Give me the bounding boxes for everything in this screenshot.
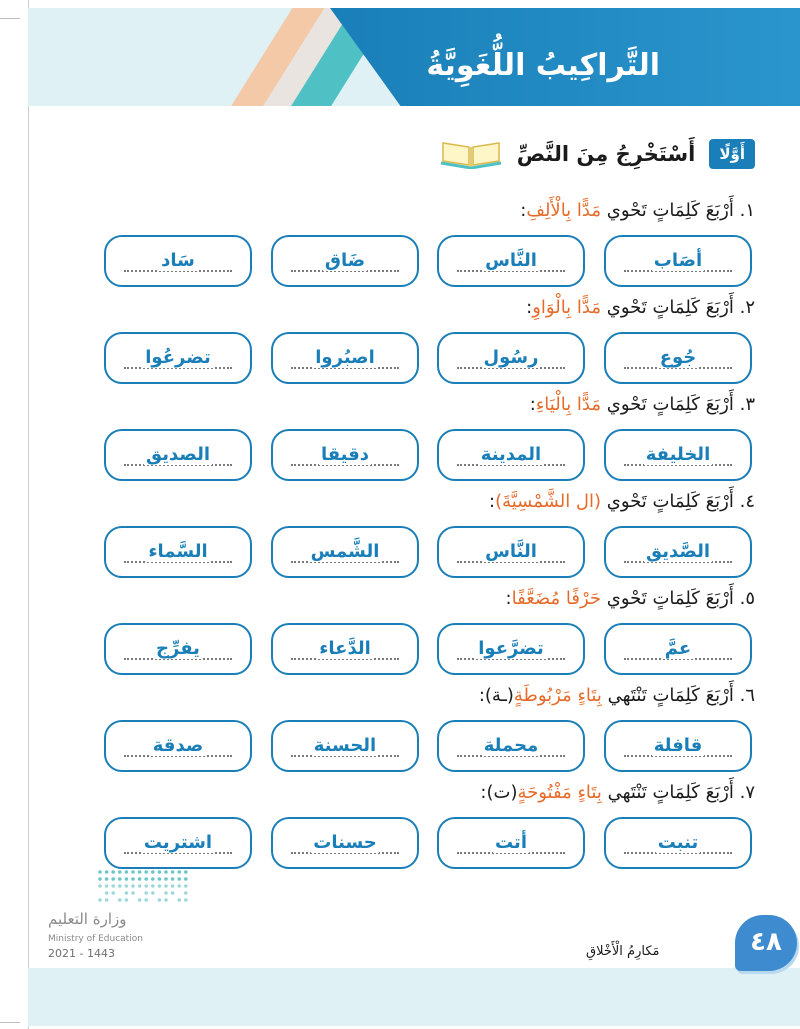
logo-dot (131, 884, 135, 888)
logo-dot (111, 891, 115, 895)
answer-word-wrap (273, 250, 417, 271)
answer-word: المدينة (480, 444, 542, 465)
answer-word: قافلة (653, 735, 703, 756)
answer-word-wrap (106, 347, 250, 368)
logo-dot (98, 870, 102, 874)
logo-dot (164, 898, 168, 902)
logo-dot (125, 877, 129, 881)
logo-dot (184, 884, 188, 888)
logo-dot (151, 870, 155, 874)
question-text: أَرْبَعَ كَلِمَاتٍ تَحْوي (606, 394, 734, 415)
answer-word-wrap (439, 832, 583, 853)
answer-word: تنبت (657, 832, 699, 853)
logo-dot (131, 870, 135, 874)
answer-row-4 (104, 526, 756, 582)
question-suffix: : (489, 491, 496, 512)
logo-dot (164, 884, 168, 888)
page-number: ٤٨ (750, 927, 782, 957)
answer-word-wrap (439, 735, 583, 756)
answer-word: الصديق (145, 444, 211, 465)
logo-dot (171, 884, 175, 888)
page-title: التَّراكِيبُ اللُّغَوِيَّةُ (426, 48, 660, 83)
logo-dot (105, 870, 109, 874)
logo-dot (184, 870, 188, 874)
logo-dot (138, 884, 142, 888)
answer-word-wrap (106, 638, 250, 659)
answer-word: عمَّ (664, 638, 692, 659)
question-highlight: (ال الشَّمْسِيَّةَ) (495, 491, 602, 512)
answer-row-1 (104, 235, 756, 291)
answer-box[interactable] (271, 332, 419, 384)
logo-dot (98, 898, 102, 902)
answer-box[interactable] (437, 235, 585, 287)
question-suffix: : (520, 200, 527, 221)
logo-dot (151, 891, 155, 895)
logo-dot (164, 891, 168, 895)
answer-box[interactable] (437, 720, 585, 772)
answer-word-wrap (439, 347, 583, 368)
answer-word: اشتريت (143, 832, 213, 853)
answer-box[interactable] (437, 526, 585, 578)
answer-box[interactable] (271, 817, 419, 869)
logo-dot (144, 884, 148, 888)
question-7 (480, 782, 755, 803)
logo-dot (144, 898, 148, 902)
footer-band (28, 968, 800, 1026)
logo-dot (184, 898, 188, 902)
answer-row-2 (104, 332, 756, 388)
answer-box[interactable] (104, 429, 252, 481)
section-title: أَسْتَخْرِجُ مِنَ النَّصِّ (516, 142, 696, 166)
question-number: ٥. (739, 588, 755, 609)
answer-box[interactable] (604, 235, 752, 287)
answer-word-wrap (273, 638, 417, 659)
answer-word-wrap (273, 735, 417, 756)
logo-dot (151, 877, 155, 881)
question-text: أَرْبَعَ كَلِمَاتٍ تَحْوي (606, 200, 734, 221)
question-suffix: : (526, 297, 533, 318)
logo-dot (177, 877, 181, 881)
section-heading (439, 136, 755, 172)
question-number: ٧. (739, 782, 755, 803)
logo-dot (184, 891, 188, 895)
answer-row-6 (104, 720, 756, 776)
answer-word: رسُول (483, 347, 539, 368)
answer-word-wrap (106, 250, 250, 271)
answer-word-wrap (439, 250, 583, 271)
answer-word-wrap (606, 832, 750, 853)
answer-word: صدقة (152, 735, 204, 756)
answer-word: تضرعُوا (145, 347, 211, 368)
logo-dot (151, 884, 155, 888)
logo-dot (105, 884, 109, 888)
logo-dot (171, 891, 175, 895)
question-number: ٢. (739, 297, 755, 318)
logo-dot (105, 891, 109, 895)
logo-dot (177, 898, 181, 902)
answer-word: أتت (495, 832, 527, 853)
answer-word-wrap (273, 347, 417, 368)
question-highlight: حَرْفًا مُضَعَّفًا (511, 588, 602, 609)
question-highlight: بِتَاءٍ مَرْبُوطَةٍ (513, 685, 602, 706)
edition-year: 2021 - 1443 (48, 947, 115, 960)
question-text: أَرْبَعَ كَلِمَاتٍ تَحْوي (606, 297, 734, 318)
answer-box[interactable] (604, 623, 752, 675)
answer-word-wrap (273, 541, 417, 562)
answer-word-wrap (606, 735, 750, 756)
answer-box[interactable] (437, 623, 585, 675)
logo-dot (138, 877, 142, 881)
question-suffix: : (505, 588, 512, 609)
answer-word: ضَاق (324, 250, 366, 271)
answer-word: الحسنة (313, 735, 377, 756)
answer-box[interactable] (104, 235, 252, 287)
logo-dot (171, 870, 175, 874)
answer-word-wrap (606, 444, 750, 465)
answer-word-wrap (106, 735, 250, 756)
answer-box[interactable] (271, 429, 419, 481)
logo-dot (144, 891, 148, 895)
answer-word-wrap (606, 250, 750, 271)
answer-word-wrap (439, 444, 583, 465)
logo-dot (98, 877, 102, 881)
question-highlight: بِتَاءٍ مَفْتُوحَةٍ (517, 782, 602, 803)
crop-mark-vertical (28, 0, 29, 1029)
logo-dot (158, 877, 162, 881)
logo-dot (118, 877, 122, 881)
answer-box[interactable] (271, 623, 419, 675)
logo-dot (164, 877, 168, 881)
logo-dot (158, 870, 162, 874)
answer-box[interactable] (271, 235, 419, 287)
answer-box[interactable] (604, 429, 752, 481)
answer-box[interactable] (271, 720, 419, 772)
question-highlight: مَدًّا بِالْيَاءِ (535, 394, 602, 415)
logo-dot (138, 870, 142, 874)
answer-word-wrap (439, 638, 583, 659)
answer-word: تضرَّعوا (478, 638, 544, 659)
logo-dot (125, 884, 129, 888)
logo-dot (111, 877, 115, 881)
logo-dot (118, 898, 122, 902)
logo-dot (177, 884, 181, 888)
answer-box[interactable] (104, 526, 252, 578)
crop-mark-top (0, 18, 20, 19)
question-number: ٤. (739, 491, 755, 512)
answer-box[interactable] (437, 429, 585, 481)
logo-dot (158, 884, 162, 888)
answer-word: النَّاس (485, 541, 537, 562)
answer-box[interactable] (604, 526, 752, 578)
answer-word: السَّماء (148, 541, 208, 562)
answer-row-5 (104, 623, 756, 679)
answer-box[interactable] (437, 817, 585, 869)
logo-dot (125, 891, 129, 895)
logo-dot (171, 877, 175, 881)
question-suffix: (ت): (480, 782, 518, 803)
logo-dot (111, 884, 115, 888)
answer-word: يفرِّج (156, 638, 200, 659)
question-text: أَرْبَعَ كَلِمَاتٍ تَحْوي (606, 588, 734, 609)
logo-dot (144, 877, 148, 881)
logo-dot (184, 877, 188, 881)
answer-box[interactable] (604, 817, 752, 869)
logo-dot (144, 870, 148, 874)
question-4 (489, 491, 755, 512)
unit-label: مَكارِمُ الْأَخْلاقِ (586, 944, 660, 959)
answer-row-7 (104, 817, 756, 873)
answer-box[interactable] (604, 332, 752, 384)
answer-word: الخليفة (645, 444, 711, 465)
question-6 (479, 685, 755, 706)
logo-dot (111, 870, 115, 874)
question-number: ٦. (739, 685, 755, 706)
answer-word: جُوع (659, 347, 697, 368)
question-number: ٣. (739, 394, 755, 415)
answer-word: اصبُروا (315, 347, 375, 368)
answer-box[interactable] (104, 817, 252, 869)
answer-word-wrap (606, 638, 750, 659)
question-text: أَرْبَعَ كَلِمَاتٍ تَحْوي (606, 491, 734, 512)
answer-word-wrap (106, 444, 250, 465)
answer-box[interactable] (271, 526, 419, 578)
logo-dot (164, 870, 168, 874)
answer-word-wrap (606, 347, 750, 368)
ministry-logo-icon (96, 868, 191, 904)
question-suffix: : (529, 394, 536, 415)
logo-dot (105, 877, 109, 881)
question-highlight: مَدًّا بِالْأَلِفِ (526, 200, 602, 221)
answer-word: الصَّديق (645, 541, 711, 562)
question-3 (530, 394, 755, 415)
answer-word-wrap (106, 832, 250, 853)
question-suffix: (ـة): (478, 685, 514, 706)
answer-word-wrap (273, 444, 417, 465)
crop-mark-bottom (0, 1022, 20, 1023)
ministry-name-arabic: وزارة التعليم (48, 910, 127, 928)
answer-box[interactable] (604, 720, 752, 772)
logo-dot (125, 898, 129, 902)
answer-word-wrap (273, 832, 417, 853)
logo-dot (177, 870, 181, 874)
question-highlight: مَدًّا بِالْوَاوِ (532, 297, 602, 318)
answer-word: سَاد (161, 250, 195, 271)
logo-dot (131, 891, 135, 895)
answer-word: النَّاس (485, 250, 537, 271)
logo-dot (105, 898, 109, 902)
answer-word: الشَّمس (310, 541, 380, 562)
logo-dot (98, 884, 102, 888)
answer-word: الدَّعاء (319, 638, 371, 659)
logo-dot (158, 898, 162, 902)
answer-word-wrap (606, 541, 750, 562)
question-text: أَرْبَعَ كَلِمَاتٍ تَنْتَهي (607, 685, 734, 706)
answer-word-wrap (439, 541, 583, 562)
answer-box[interactable] (437, 332, 585, 384)
answer-word-wrap (106, 541, 250, 562)
logo-dot (118, 870, 122, 874)
logo-dot (131, 877, 135, 881)
logo-dot (125, 870, 129, 874)
question-1 (520, 200, 755, 221)
answer-word: محملة (483, 735, 539, 756)
answer-word: أصَاب (653, 250, 703, 271)
page-number-badge (735, 915, 797, 971)
answer-box[interactable] (104, 332, 252, 384)
question-2 (526, 297, 755, 318)
question-number: ١. (739, 200, 755, 221)
answer-box[interactable] (104, 720, 252, 772)
answer-row-3 (104, 429, 756, 485)
question-5 (506, 588, 755, 609)
open-book-icon (439, 139, 503, 169)
answer-word: دقيقا (320, 444, 370, 465)
answer-box[interactable] (104, 623, 252, 675)
answer-word: حسنات (313, 832, 377, 853)
ministry-name-english: Ministry of Education (48, 934, 143, 944)
section-badge: أَوَّلًا (709, 139, 755, 169)
logo-dot (138, 898, 142, 902)
question-text: أَرْبَعَ كَلِمَاتٍ تَنْتَهي (607, 782, 734, 803)
logo-dot (118, 884, 122, 888)
